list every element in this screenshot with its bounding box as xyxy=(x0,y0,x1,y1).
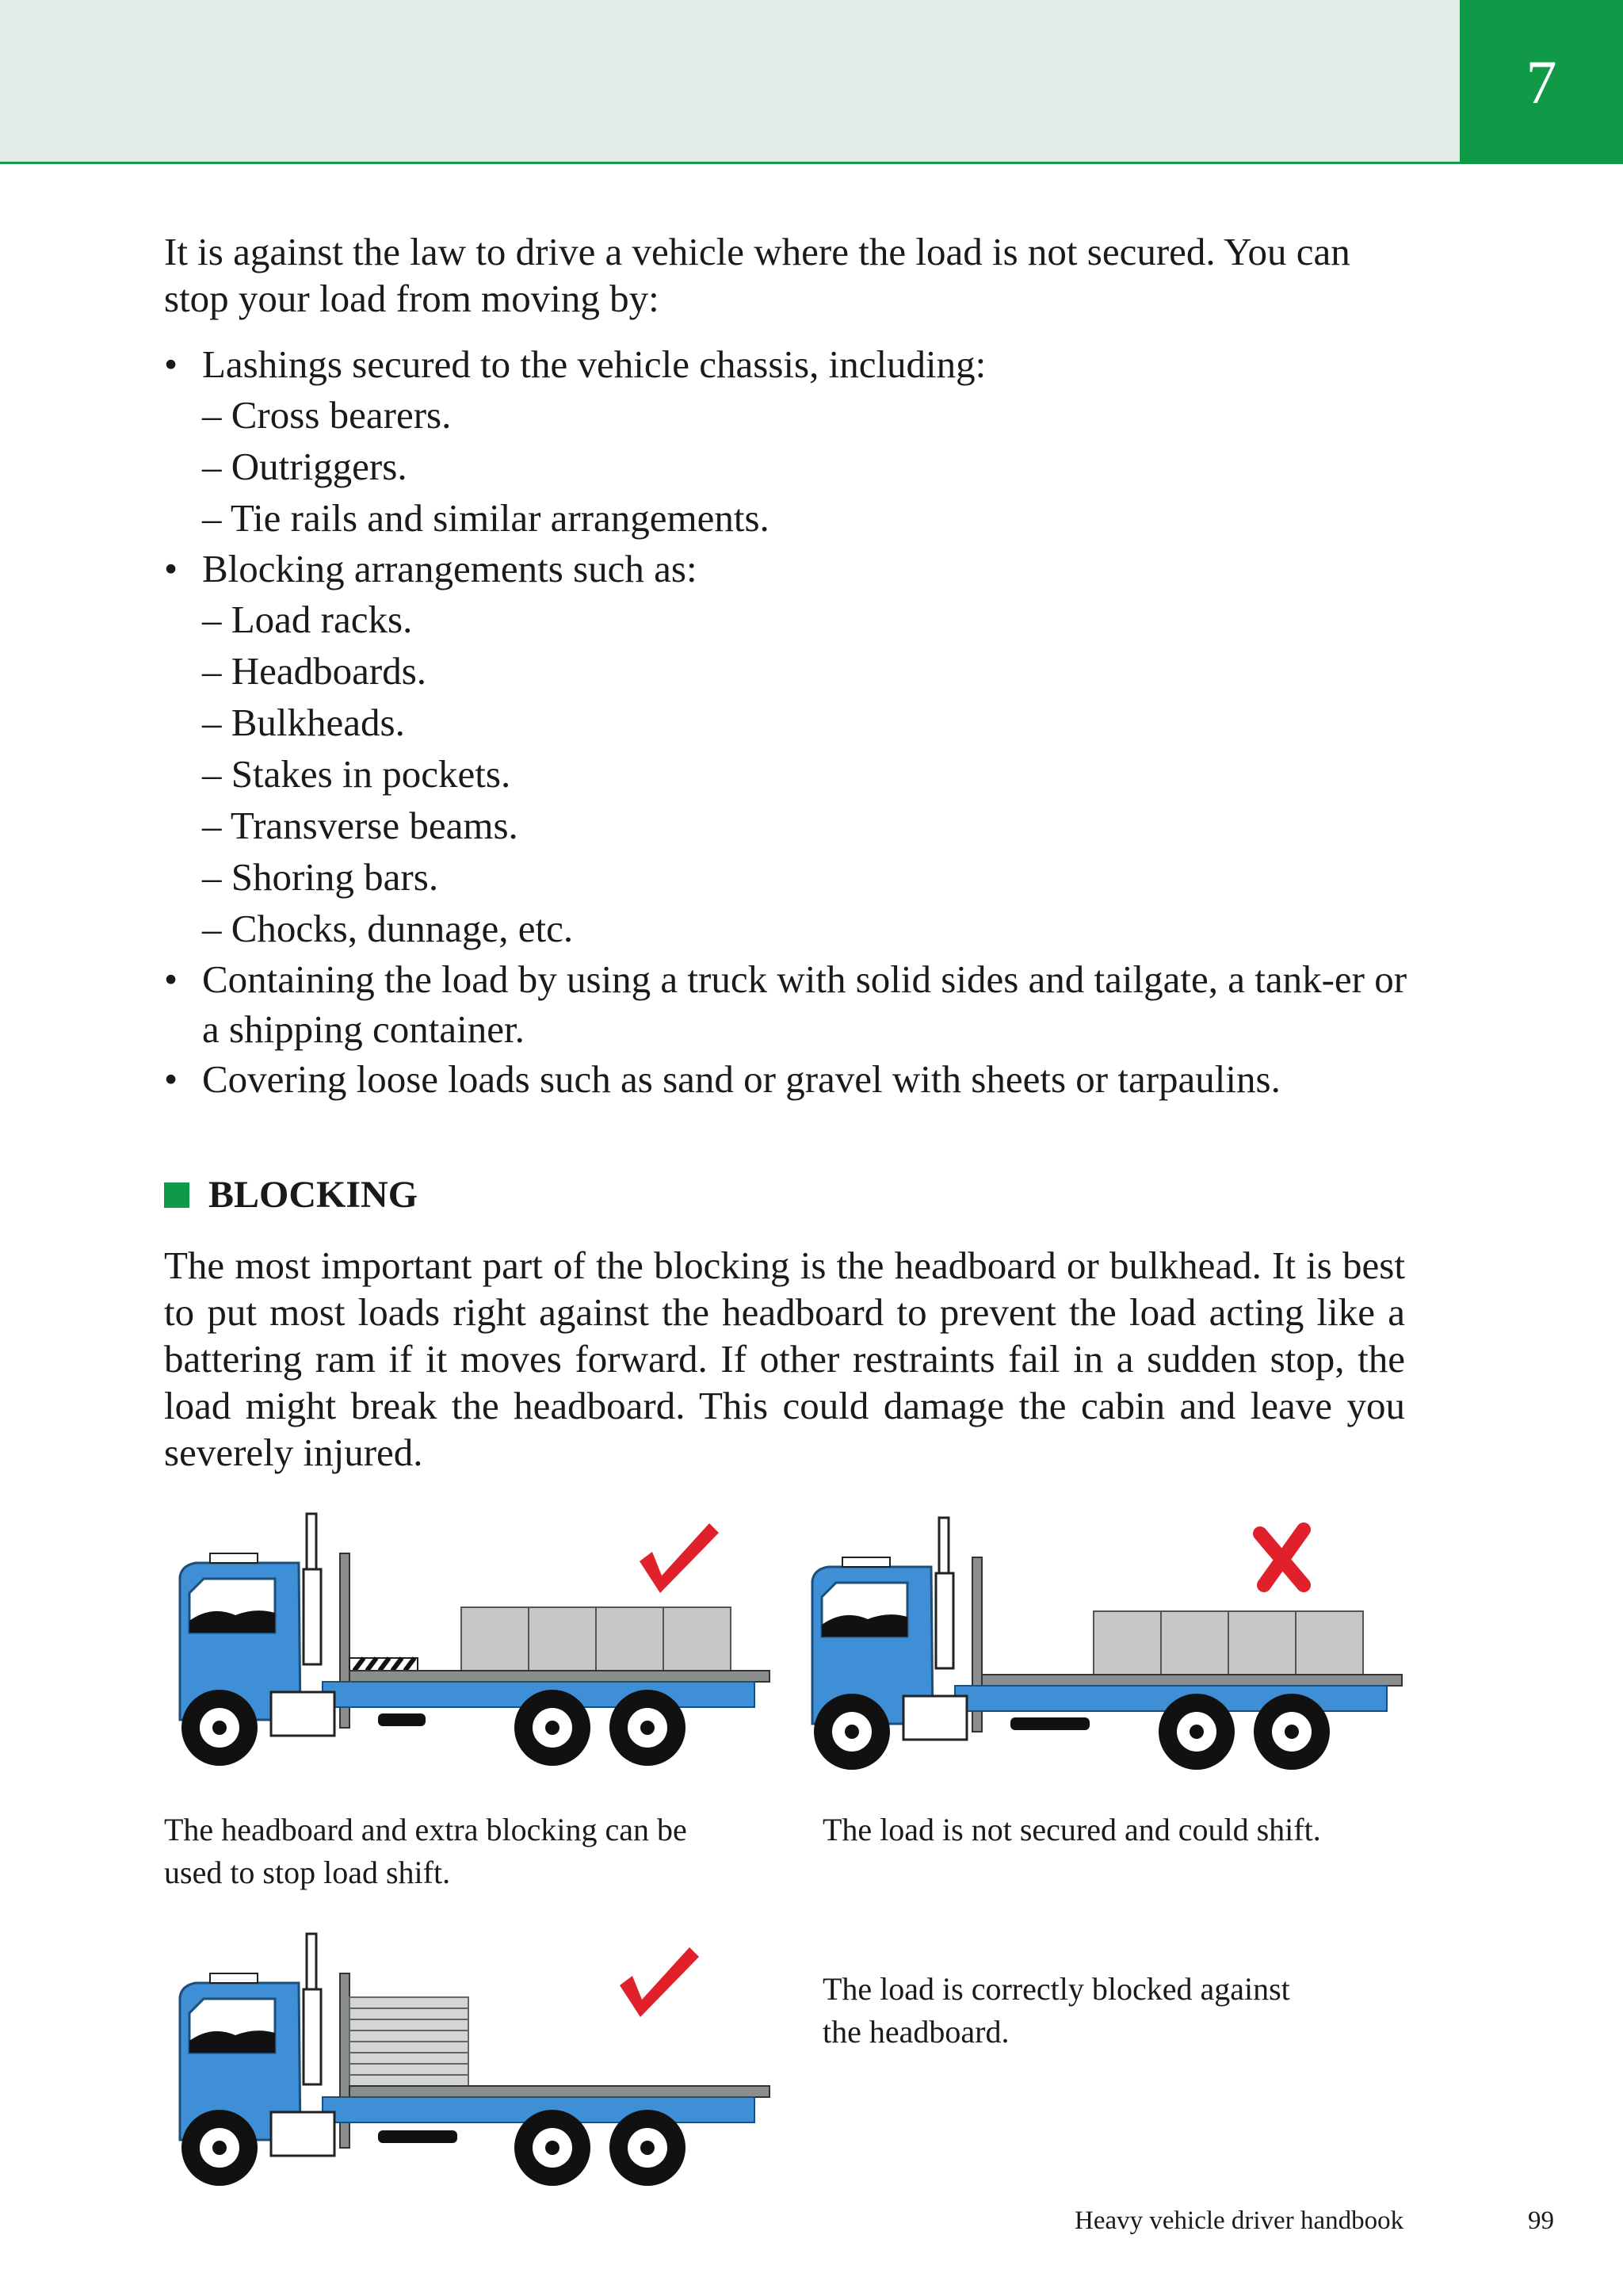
sublist-item: – Tie rails and similar arrangements. xyxy=(202,496,769,540)
chapter-tab: 7 xyxy=(1460,0,1623,164)
truck-illustration-3 xyxy=(164,1926,774,2195)
bullet-icon: • xyxy=(164,342,178,386)
bullet-icon: • xyxy=(164,547,178,590)
cab-roof-marker xyxy=(210,1973,258,1983)
section-heading: BLOCKING xyxy=(164,1173,418,1217)
trailer-deck xyxy=(349,2086,769,2097)
fuel-tank xyxy=(271,2112,334,2156)
exhaust-stack xyxy=(304,1934,321,2084)
sublist xyxy=(202,389,1416,544)
sublist-item: – Headboards. xyxy=(202,649,427,693)
intro-paragraph: It is against the law to drive a vehicle where the load is not secured. You can stop your load from moving by: xyxy=(164,230,1350,320)
cab-roof-marker xyxy=(842,1557,890,1567)
wheel xyxy=(514,2110,590,2186)
wheel xyxy=(181,2110,258,2186)
side-step xyxy=(378,1713,426,1726)
section-square-icon xyxy=(164,1182,189,1208)
load-crates xyxy=(1094,1611,1363,1675)
side-step xyxy=(378,2130,457,2143)
trailer-deck xyxy=(982,1675,1402,1686)
fuel-tank xyxy=(903,1696,967,1740)
list-item: • Lashings secured to the vehicle chassis, including: – Cross bearers. – Outriggers. – Tie rails and similar arrangements. xyxy=(164,339,1416,544)
exhaust-stack xyxy=(304,1514,321,1664)
sublist-item: – Transverse beams. xyxy=(202,804,518,847)
load-crates xyxy=(461,1607,731,1671)
list-item: • Covering loose loads such as sand or gravel with sheets or tarpaulins. xyxy=(164,1054,1416,1104)
sublist-item: – Stakes in pockets. xyxy=(202,752,511,796)
sublist-item: – Cross bearers. xyxy=(202,393,452,437)
sublist-item: – Chocks, dunnage, etc. xyxy=(202,907,574,950)
figure-caption-1: The headboard and extra blocking can be used to stop load shift. xyxy=(164,1812,687,1890)
page-number: 99 xyxy=(1528,2206,1554,2235)
figure-caption-2: The load is not secured and could shift. xyxy=(823,1812,1321,1847)
exhaust-stack xyxy=(936,1518,953,1668)
wheel xyxy=(181,1690,258,1766)
cross-icon xyxy=(1260,1530,1304,1585)
sublist-item: – Bulkheads. xyxy=(202,701,405,744)
wheel xyxy=(1159,1694,1235,1770)
wheel xyxy=(514,1690,590,1766)
bullet-icon: • xyxy=(164,1057,178,1101)
header-band xyxy=(0,0,1460,164)
truck-illustration-2 xyxy=(796,1510,1407,1779)
wheel xyxy=(609,2110,685,2186)
cab-roof-marker xyxy=(210,1553,258,1563)
blocking-paragraph: The most important part of the blocking is the headboard or bulkhead. It is best to put most loads right against the headboard to prevent the load acting like a battering ram if it moves forward. If other restraints fail in a sudden stop, the load might break the headboard. This could damage the cabin and leave you severely injured. xyxy=(164,1244,1405,1474)
truck-illustration-1 xyxy=(164,1506,774,1775)
footer-title: Heavy vehicle driver handbook xyxy=(1075,2206,1404,2235)
list-item: • Containing the load by using a truck with solid sides and tailgate, a tank-er or a shipping container. xyxy=(164,954,1416,1054)
trailer-deck xyxy=(349,1671,769,1682)
bullet-icon: • xyxy=(164,957,178,1001)
figure-caption-3: The load is correctly blocked against the headboard. xyxy=(823,1971,1290,2050)
check-icon xyxy=(620,1947,699,2017)
sublist-item: – Shoring bars. xyxy=(202,855,439,899)
list-item: • Blocking arrangements such as: – Load racks. – Headboards. – Bulkheads. – Stakes in pockets. – Transverse beams. – Shoring bars. – Chocks, dunnage, etc. xyxy=(164,544,1416,954)
stacked-load xyxy=(349,1997,468,2086)
wheel xyxy=(814,1694,890,1770)
wheel xyxy=(1254,1694,1330,1770)
check-icon xyxy=(640,1523,719,1593)
wheel xyxy=(609,1690,685,1766)
restraint-list xyxy=(164,339,1416,1104)
sublist xyxy=(202,594,1416,954)
sublist-item: – Load racks. xyxy=(202,598,413,641)
side-step xyxy=(1010,1717,1090,1730)
sublist-item: – Outriggers. xyxy=(202,445,407,488)
fuel-tank xyxy=(271,1692,334,1736)
